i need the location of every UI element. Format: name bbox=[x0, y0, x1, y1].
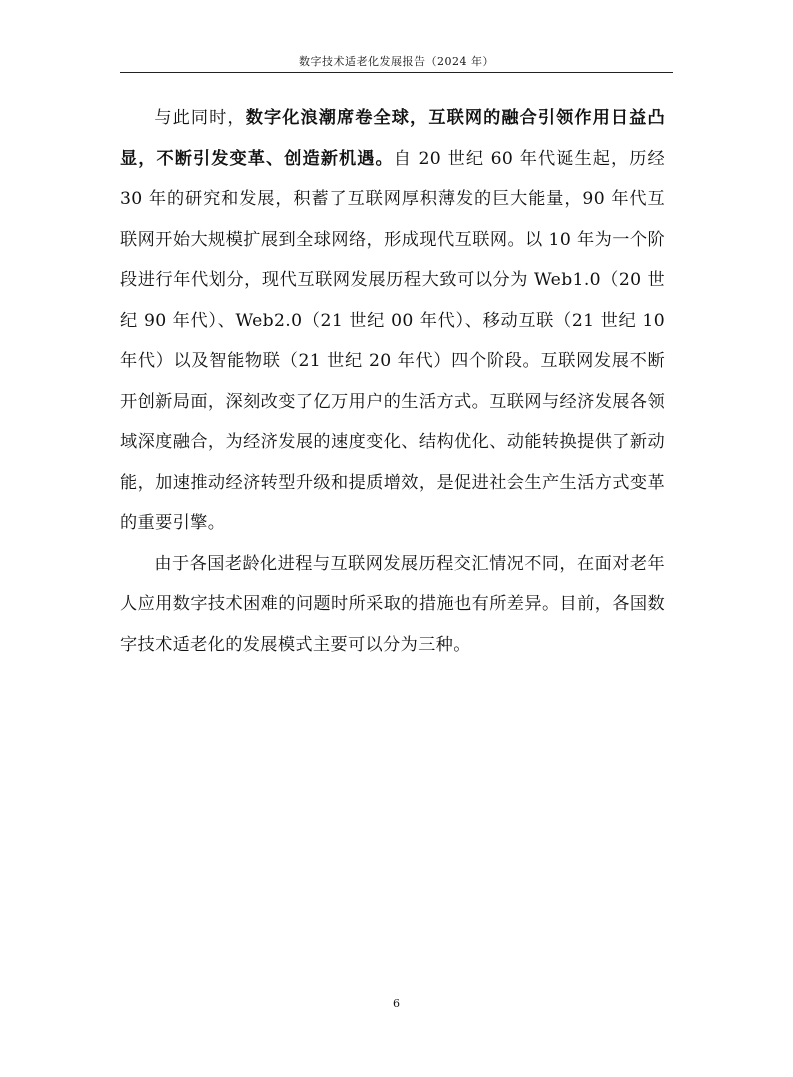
paragraph-body: 自 20 世纪 60 年代诞生起，历经 30 年的研究和发展，积蓄了互联网厚积薄发的巨大能量，90 年代互联网开始大规模扩展到全球网络，形成现代互联网。以 10 年为一个阶段进行年代划分，现代互联网发展历程大致可以分为 Web1.0（20 世纪 90 年代）、Web2.0（21 世纪 00 年代）、移动互联（21 世纪 10 年代）以及智能物联（21 世纪 20 年代）四个阶段。互联网发展不断开创新局面，深刻改变了亿万用户的生活方式。互联网与经济发展各领域深度融合，为经济发展的速度变化、结构优化、动能转换提供了新动能，加速推动经济转型升级和提质增效，是促进社会生产生活方式变革的重要引擎。 bbox=[120, 148, 665, 533]
running-header: 数字技术适老化发展报告（2024 年） bbox=[299, 55, 494, 68]
key-statement: 数字化浪潮席卷全球，互联网的融合引领作用日益凸显，不断引发变革、创造新机遇。 bbox=[120, 108, 665, 169]
report-body bbox=[120, 98, 665, 665]
paragraph-aging-models: 由于各国老龄化进程与互联网发展历程交汇情况不同，在面对老年人应用数字技术困难的问题时所采取的措施也有所差异。目前，各国数字技术适老化的发展模式主要可以分为三种。 bbox=[120, 553, 665, 655]
paragraph-digital-wave bbox=[120, 98, 665, 544]
page-number: 6 bbox=[393, 997, 400, 1010]
paragraph-intro: 与此同时， bbox=[154, 108, 246, 128]
header-divider bbox=[120, 72, 673, 73]
